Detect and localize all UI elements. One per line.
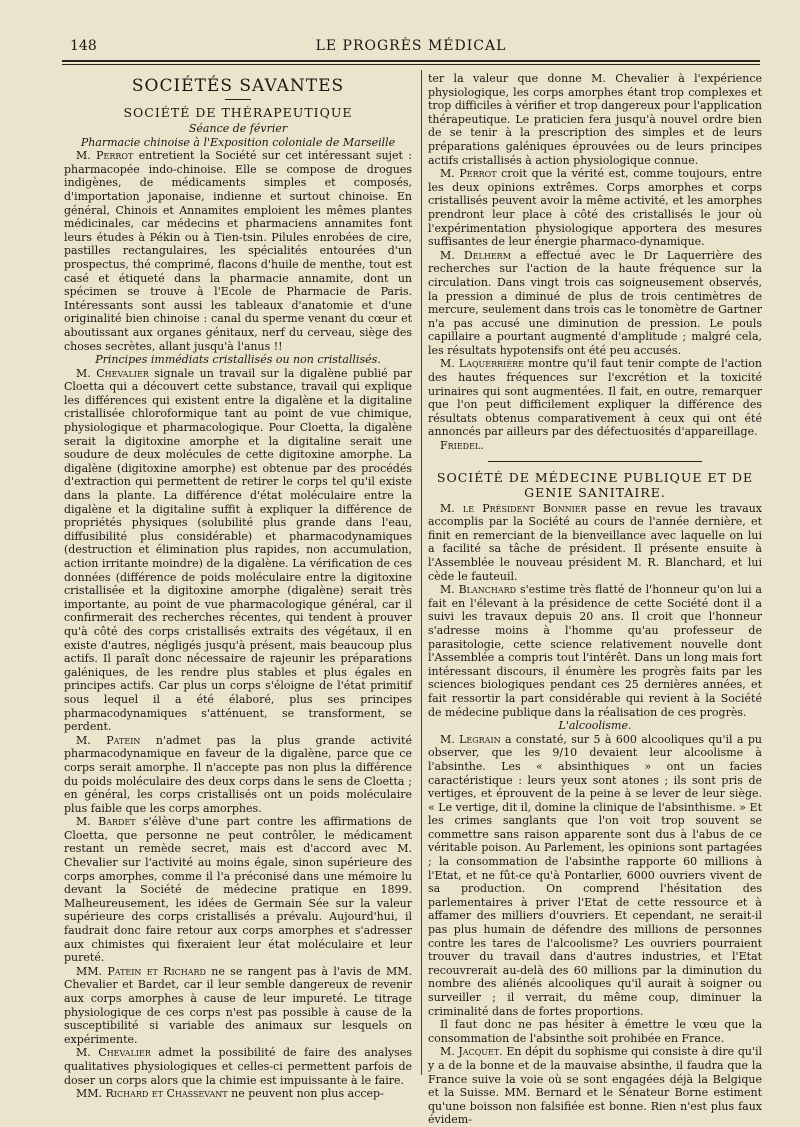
speaker-name: M. Bardet	[76, 815, 136, 829]
paragraph	[64, 149, 412, 353]
paragraph-text: a constaté, sur 5 à 600 alcooliques qu'il a pu observer, que les 9/10 devaient leur alcoolisme à l'absinthe. Les « absinthiques » ont un facies caractéristique : leurs yeux sont atones ; ils sont pris de vertiges, et éprouvent de la peine à se lever de leur siège. « Le vertige, dit il, domine la clinique de l'absinthisme. » Et les crimes sanglants que l'on voit trop souvent se commettre sans raison apparente sont dus à l'abus de ce véritable poison. Au Parlement, les opinions sont partagées ; la consommation de l'absinthe rapporte 60 millions à l'Etat, et ne fût-ce qu'à Pontarlier, 6000 ouvriers vivent de sa production. On comprend l'hésitation des parlementaires à priver l'Etat de cette ressource et à affamer des milliers d'ouvriers. Et cependant, ne serait-il pas plus humain de défendre des millions de personnes contre les tares de l'alcoolisme? Les ouvriers pourraient trouver du travail dans d'autres industries, et l'Etat recouvrerait au-delà des 60 millions par la diminution du nombre des aliénés alcooliques qu'il aurait à soigner ou surveiller ; il verrait, du même coup, diminuer la criminalité dans de fortes proportions.	[428, 732, 762, 1018]
journal-title: LE PROGRÈS MÉDICAL	[315, 38, 507, 54]
paragraph-text: croit que la vérité est, comme toujours, entre les deux opinions extrêmes. Corps amorphes et corps cristallisés peuvent avoir la même activité, et les amorphes prendront leur place à côté des cristallisés le jour où l'expérimentation physiologique apportera des mesures suffisantes de leur énergie pharmaco-dynamique.	[428, 167, 762, 249]
paragraph	[428, 502, 762, 584]
paragraph	[428, 357, 762, 439]
speaker-name: M. Legrain	[440, 732, 501, 746]
paragraph-text: n'admet pas la plus grande activité pharmacodynamique en faveur de la digalène, parce que ce corps serait amorphe. Il n'accepte pas non plus la différence du poids moléculaire des deux corps dans le sens de Cloetta ; en général, les corps cristallisés ont un poids moléculaire plus faible que les corps amorphes.	[64, 733, 412, 815]
paragraph	[64, 965, 412, 1047]
section-title: SOCIÉTÉS SAVANTES	[131, 76, 345, 96]
paragraph	[428, 583, 762, 719]
speaker-name: M. Patein	[76, 733, 141, 747]
paragraph-text: admet la possibilité de faire des analyses qualitatives physiologiques et celles-ci permettent parfois de doser un corps alors que la chimie est impuissante à le faire.	[64, 1046, 412, 1087]
session-date: Séance de février	[188, 122, 288, 135]
page-number: 148	[70, 38, 97, 54]
paragraph-text: En dépit du sophisme qui consiste à dire qu'il y a de la bonne et de la mauvaise absinthe, il faudra que la France suive la voie où se sont engagées déjà la Belgique et la Suisse. MM. Bernard et le Sénateur Borne estiment qu'une boisson non falsifiée est bonne. Rien n'est plus faux évidem-	[428, 1045, 762, 1127]
article-subtitle: Pharmacie chinoise à l'Exposition coloniale de Marseille	[80, 135, 396, 149]
speaker-name: M. Perrot	[76, 149, 134, 163]
paragraph-text: passe en revue les travaux accomplis par la Société au cours de l'année dernière, et finit en remerciant de la bienveillance avec laquelle on lui a facilité sa tâche de président. Il présente ensuite à l'Assemblée le nouveau président M. R. Blanchard, et lui cède le fauteuil.	[428, 501, 762, 583]
right-column	[428, 72, 763, 1127]
paragraph	[64, 1087, 412, 1101]
paragraph-text: montre qu'il faut tenir compte de l'action des hautes fréquences sur l'excrétion et la toxicité urinaires qui sont augmentées. Il fait, en outre, remarquer que l'on peut difficilement expliquer la différence des résultats obtenus comparativement à ceux qui ont été annoncés par ailleurs par des défectuosités d'appareillage.	[428, 357, 763, 439]
speaker-name: M. Chevalier	[76, 366, 149, 380]
speaker-name: M. Chevalier	[76, 1046, 151, 1060]
paragraph	[64, 734, 412, 816]
speaker-name: M. Perrot	[440, 167, 497, 181]
paragraph: ter la valeur que donne M. Chevalier à l'expérience physiologique, les corps amorphes étant trop complexes et trop difficiles à vérifier et trop dangereux pour l'application thérapeutique. Le praticien fera jusqu'à nouvel ordre bien de se tenir à la prescription des simples et de leurs préparations galéniques éprouvées ou de leurs principes actifs cristallisés à action physiologique connue.	[428, 72, 762, 167]
paragraph	[428, 1045, 762, 1127]
subsection-title: Principes immédiats cristallisés ou non cristallisés.	[95, 353, 381, 367]
left-column	[64, 72, 412, 1101]
paragraph-text: ne peuvent non plus accep-	[227, 1087, 384, 1101]
paragraph-text: a effectué avec le Dr Laquerrière des recherches sur l'action de la haute fréquence sur la circulation. Dans vingt trois cas soigneusement observés, la pression a diminué de plus de trois centimètres de mercure, seulement dans trois cas le tonomètre de Gartner n'a pas accusé une diminution de pression. Le pouls capillaire a pourtant augmenté d'amplitude ; malgré cela, les résultats hypotensifs ont été peu accusés.	[428, 248, 762, 357]
speaker-name: M. Delherm	[440, 248, 511, 262]
subsection-title: L'alcoolisme.	[558, 719, 632, 733]
title-dash	[225, 99, 251, 100]
header-rule-thin	[62, 64, 760, 65]
paragraph	[428, 733, 762, 1018]
paragraph-text: s'estime très flatté de l'honneur qu'on lui a fait en l'élevant à la présidence de cette Société dont il a suivi les travaux depuis 20 ans. Il croit que l'honneur s'adresse moins à l'homme qu'au professeur de parasitologie, cette science relativement nouvelle dont l'Assemblée a compris tout l'intérêt. Dans un long mais fort intéressant discours, il énumère les progrès faits par les sciences biologiques pendant ces 25 dernières années, et fait ressortir la part considérable qui revient à la Société de médecine publique dans la réalisation de ces progrès.	[428, 583, 762, 719]
paragraph	[428, 167, 762, 249]
author-signature: Friedel.	[440, 439, 484, 453]
speaker-name: MM. Richard et Chassevant	[76, 1087, 228, 1101]
paragraph-text: signale un travail sur la digalène publié par Cloetta qui a découvert cette substance, travail qui explique les différences qui existent entre la digalène et la digitaline cristallisée chloroformique tant au point de vue chimique, physiologique et pharmacologique. Pour Cloetta, la digalène serait la digitoxine amorphe et la digitaline serait une soudure de deux molécules de cette digitoxine amorphe. La digalène (digitoxine amorphe) est obtenue par des procédés d'extraction qui permettent de retirer le corps tel qu'il existe dans la plante. La différence d'état moléculaire entre la digalène et la digitaline suffit à expliquer la différence de propriétés physiques (solubilité plus grande dans l'eau, diffusibilité plus considérable) et pharmacodynamiques (destruction et élimination plus rapides, non accumulation, action irritante moindre) de la digalène. La vérification de ces données (différence de poids moléculaire entre la digitoxine cristallisée et la digitoxine amorphe (digalène) serait très importante, au point de vue pharmacologique général, car il confirmerait des recherches récentes, qui tendent à prouver qu'à côté des corps cristallisés extraits des végétaux, il en existe d'autres, négligés jusqu'à présent, mais beaucoup plus actifs. Il paraît donc nécessaire de rajeunir les préparations galéniques, de les rendre plus stables et plus égales en principes actifs. Car plus un corps s'éloigne de l'état primitif sous lequel il a été élaboré, plus ses principes pharmacodynamiques s'atténuent, se transforment, se perdent.	[64, 366, 412, 734]
speaker-name: M. Jacquet.	[440, 1045, 503, 1059]
paragraph-text: s'élève d'une part contre les affirmations de Cloetta, que personne ne peut contrôler, le médicament restant un remède secret, mais est d'accord avec M. Chevalier sur l'activité au moins égale, sinon supérieure des corps amorphes, comme il l'a préconisé dans une mémoire lu devant la Société de médecine pratique en 1899. Malheureusement, les idées de Germain Sée sur la valeur supérieure des corps cristallisés a prévalu. Aujourd'hui, il faudrait donc faire retour aux corps amorphes et s'adresser aux chimistes qui fixeraient leur état moléculaire et leur pureté.	[64, 815, 412, 965]
speaker-name: M. Laquerrière	[440, 357, 525, 371]
column-separator	[421, 70, 422, 1075]
paragraph-text: entretient la Société sur cet intéressant sujet : pharmacopée indo-chinoise. Elle se compose de drogues indigènes, de médicaments simples et composés, d'importation japonaise, indienne et surtout chinoise. En général, Chinois et Annamites emploient les mêmes plantes médicinales, car médecins et pharmaciens annamites font leurs études à Pékin ou à Tien-tsin. Pilules enrobées de cire, pastilles rectangulaires, les spécialités entourées d'un prospectus, thé comprimé, flacons d'huile de menthe, tout est casé et étiqueté dans la pharmacie annamite, dont un spécimen se trouve à l'Ecole de Pharmacie de Paris. Intéressants sont aussi les tableaux d'anatomie et d'une originalité bien chinoise : canal du sperme venant du cœur et aboutissant aux organes génitaux, nerf du cerveau, siège des choses secrètes, allant jusqu'à l'anus !!	[64, 149, 412, 353]
paragraph	[64, 815, 412, 965]
paragraph	[428, 249, 762, 358]
paragraph-text: ne se rangent pas à l'avis de MM. Chevalier et Bardet, car il leur semble dangereux de revenir aux corps amorphes à cause de leur impureté. Le titrage physiologique de ces corps n'est pas possible à cause de la susceptibilité si variable des animaux sur lesquels on expérimente.	[64, 964, 412, 1046]
paragraph	[64, 1046, 412, 1087]
speaker-name: M. Blanchard	[440, 583, 517, 597]
paragraph: Il faut donc ne pas hésiter à émettre le vœu que la consommation de l'absinthe soit prohibée en France.	[428, 1018, 762, 1045]
running-header	[62, 38, 760, 58]
speaker-name: M. le Président Bonnier	[440, 501, 587, 515]
society-title: SOCIÉTÉ DE THÉRAPEUTIQUE	[123, 105, 353, 120]
header-rule-thick	[62, 60, 760, 62]
speaker-name: MM. Patein et Richard	[76, 964, 206, 978]
society-title: SOCIÉTÉ DE MÉDECINE PUBLIQUE ET DE GENIE SANITAIRE.	[436, 469, 754, 500]
section-rule	[488, 461, 702, 462]
paragraph	[64, 367, 412, 734]
